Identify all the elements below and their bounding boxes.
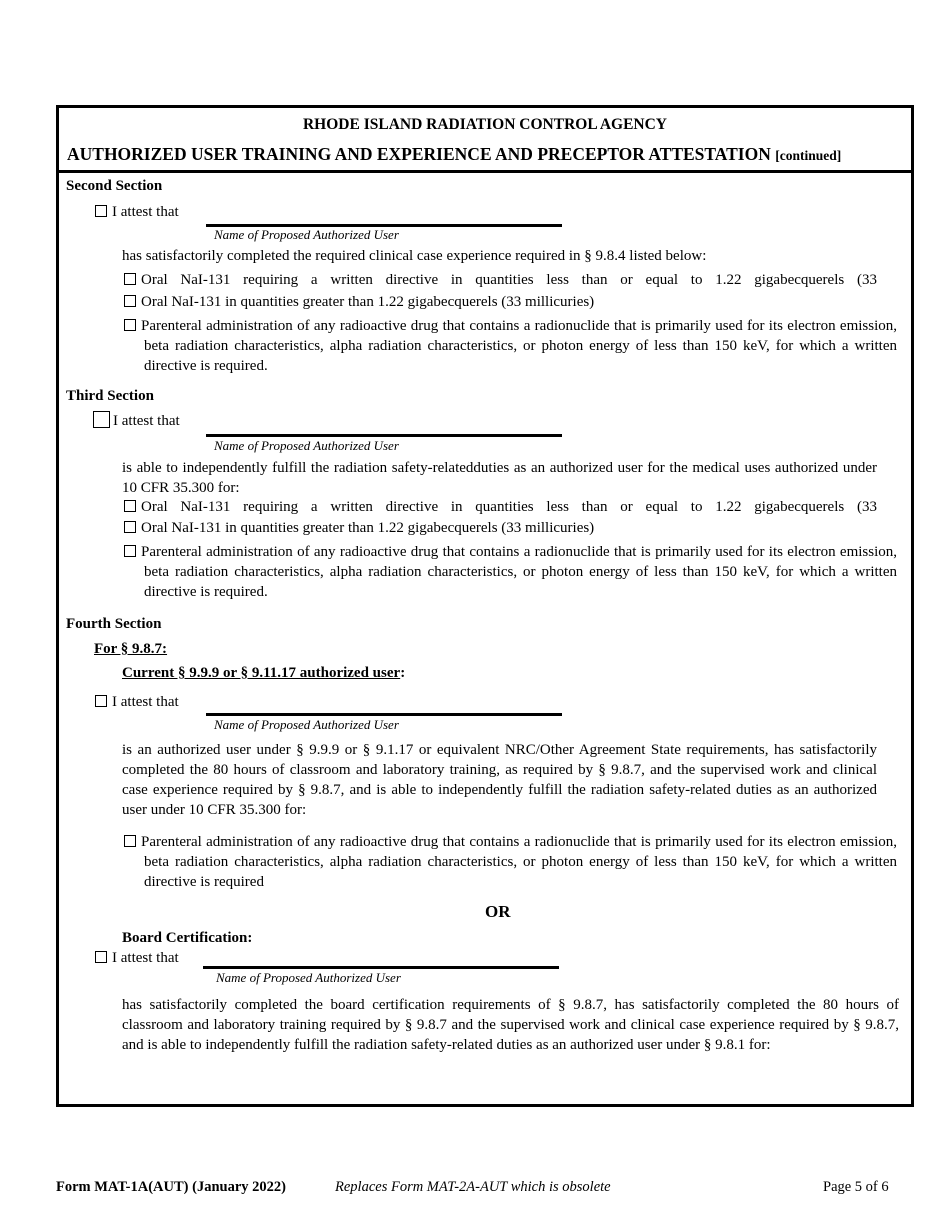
second-name-caption: Name of Proposed Authorized User bbox=[214, 227, 399, 242]
third-option-3-text: Parenteral administration of any radioactive drug that contains a radionuclide that is primarily used for its electron emission, beta radiation characteristics, alpha radiation characteristics, or photon energy of less than 150 keV, for which a written directive is required. bbox=[141, 544, 897, 600]
second-option-1 bbox=[124, 270, 877, 290]
third-attest-checkbox[interactable] bbox=[93, 411, 110, 428]
board-name-caption: Name of Proposed Authorized User bbox=[216, 970, 401, 985]
fourth-option-checkbox[interactable] bbox=[124, 835, 136, 847]
second-attest-label: I attest that bbox=[112, 204, 179, 220]
second-option-1-checkbox[interactable] bbox=[124, 273, 136, 285]
fourth-name-caption: Name of Proposed Authorized User bbox=[214, 717, 399, 732]
fourth-statement: is an authorized user under § 9.9.9 or § 9.1.17 or equivalent NRC/Other Agreement State requirements, has satisfactorily completed the 80 hours of classroom and laboratory training, as required by § 9.8.7, and the supervised work and clinical case experience required by § 9.8.7, and is able to independently fulfill the radiation safety-related duties as an authorized user under 10 CFR 35.300 for: bbox=[122, 742, 877, 818]
fourth-subheading: For § 9.8.7: bbox=[94, 641, 168, 657]
third-option-1 bbox=[124, 497, 877, 517]
second-option-2-checkbox[interactable] bbox=[124, 295, 136, 307]
third-attest bbox=[93, 411, 180, 431]
current-authorized-user-label: Current § 9.9.9 or § 9.11.17 authorized user bbox=[122, 665, 401, 681]
third-statement: is able to independently fulfill the radiation safety-relatedduties as an authorized user for the medical uses authorized under 10 CFR 35.300 for: bbox=[122, 460, 877, 496]
second-option-3-text: Parenteral administration of any radioactive drug that contains a radionuclide that is primarily used for its electron emission, beta radiation characteristics, alpha radiation characteristics, or photon energy of less than 150 keV, for which a written directive is required. bbox=[141, 318, 897, 374]
or-separator: OR bbox=[485, 902, 511, 921]
third-option-1-checkbox[interactable] bbox=[124, 500, 136, 512]
fourth-attest-label: I attest that bbox=[112, 694, 179, 710]
third-option-1-text: Oral NaI-131 requiring a written directive in quantities less than or equal to 1.22 gigabecquerels (33 bbox=[141, 499, 877, 515]
board-attest-label: I attest that bbox=[112, 950, 179, 966]
second-attest-checkbox[interactable] bbox=[95, 205, 107, 217]
fourth-attest bbox=[95, 692, 179, 712]
fourth-section-heading: Fourth Section bbox=[66, 616, 162, 632]
third-option-3-checkbox[interactable] bbox=[124, 545, 136, 557]
third-name-caption: Name of Proposed Authorized User bbox=[214, 438, 399, 453]
second-statement: has satisfactorily completed the required clinical case experience required in § 9.8.4 listed below: bbox=[122, 248, 707, 264]
form-id: Form MAT-1A(AUT) (January 2022) bbox=[56, 1179, 286, 1195]
page-number: Page 5 of 6 bbox=[823, 1179, 889, 1195]
board-attest bbox=[95, 948, 179, 968]
board-statement: has satisfactorily completed the board certification requirements of § 9.8.7, has satisfactorily completed the 80 hours of classroom and laboratory training required by § 9.8.7 and the supervised work and clinical case experience required by § 9.8.7, and is able to independently fulfill the radiation safety-related duties as an authorized user under § 9.8.1 for: bbox=[122, 997, 899, 1053]
second-attest bbox=[95, 202, 179, 222]
form-frame bbox=[56, 105, 914, 1107]
third-option-2-text: Oral NaI-131 in quantities greater than 1.22 gigabecquerels (33 millicuries) bbox=[141, 520, 595, 536]
third-attest-label: I attest that bbox=[113, 413, 180, 429]
second-option-3 bbox=[124, 316, 897, 376]
board-certification-heading: Board Certification: bbox=[122, 930, 253, 946]
board-attest-checkbox[interactable] bbox=[95, 951, 107, 963]
replaces-note: Replaces Form MAT-2A-AUT which is obsolete bbox=[335, 1179, 611, 1195]
fourth-option-text: Parenteral administration of any radioactive drug that contains a radionuclide that is primarily used for its electron emission, beta radiation characteristics, alpha radiation characteristics, or photon energy of less than 150 keV, for which a written directive is required bbox=[141, 834, 897, 890]
third-option-3 bbox=[124, 542, 897, 602]
fourth-option bbox=[124, 832, 897, 892]
third-section-heading: Third Section bbox=[66, 388, 154, 404]
agency-name: RHODE ISLAND RADIATION CONTROL AGENCY bbox=[302, 116, 667, 133]
current-authorized-user-heading bbox=[122, 663, 405, 683]
third-option-2 bbox=[124, 518, 594, 538]
second-option-1-text: Oral NaI-131 requiring a written directive in quantities less than or equal to 1.22 gigabecquerels (33 bbox=[141, 272, 877, 288]
second-option-2 bbox=[124, 292, 594, 312]
fourth-attest-checkbox[interactable] bbox=[95, 695, 107, 707]
continued-label: [continued] bbox=[775, 148, 842, 163]
form-header bbox=[59, 108, 911, 173]
second-section-heading: Second Section bbox=[66, 178, 163, 194]
current-authorized-user-colon: : bbox=[400, 665, 406, 681]
form-title bbox=[67, 144, 841, 165]
form-title-text: AUTHORIZED USER TRAINING AND EXPERIENCE AND PRECEPTOR ATTESTATION bbox=[67, 144, 771, 164]
second-option-3-checkbox[interactable] bbox=[124, 319, 136, 331]
second-option-2-text: Oral NaI-131 in quantities greater than 1.22 gigabecquerels (33 millicuries) bbox=[141, 294, 595, 310]
third-option-2-checkbox[interactable] bbox=[124, 521, 136, 533]
